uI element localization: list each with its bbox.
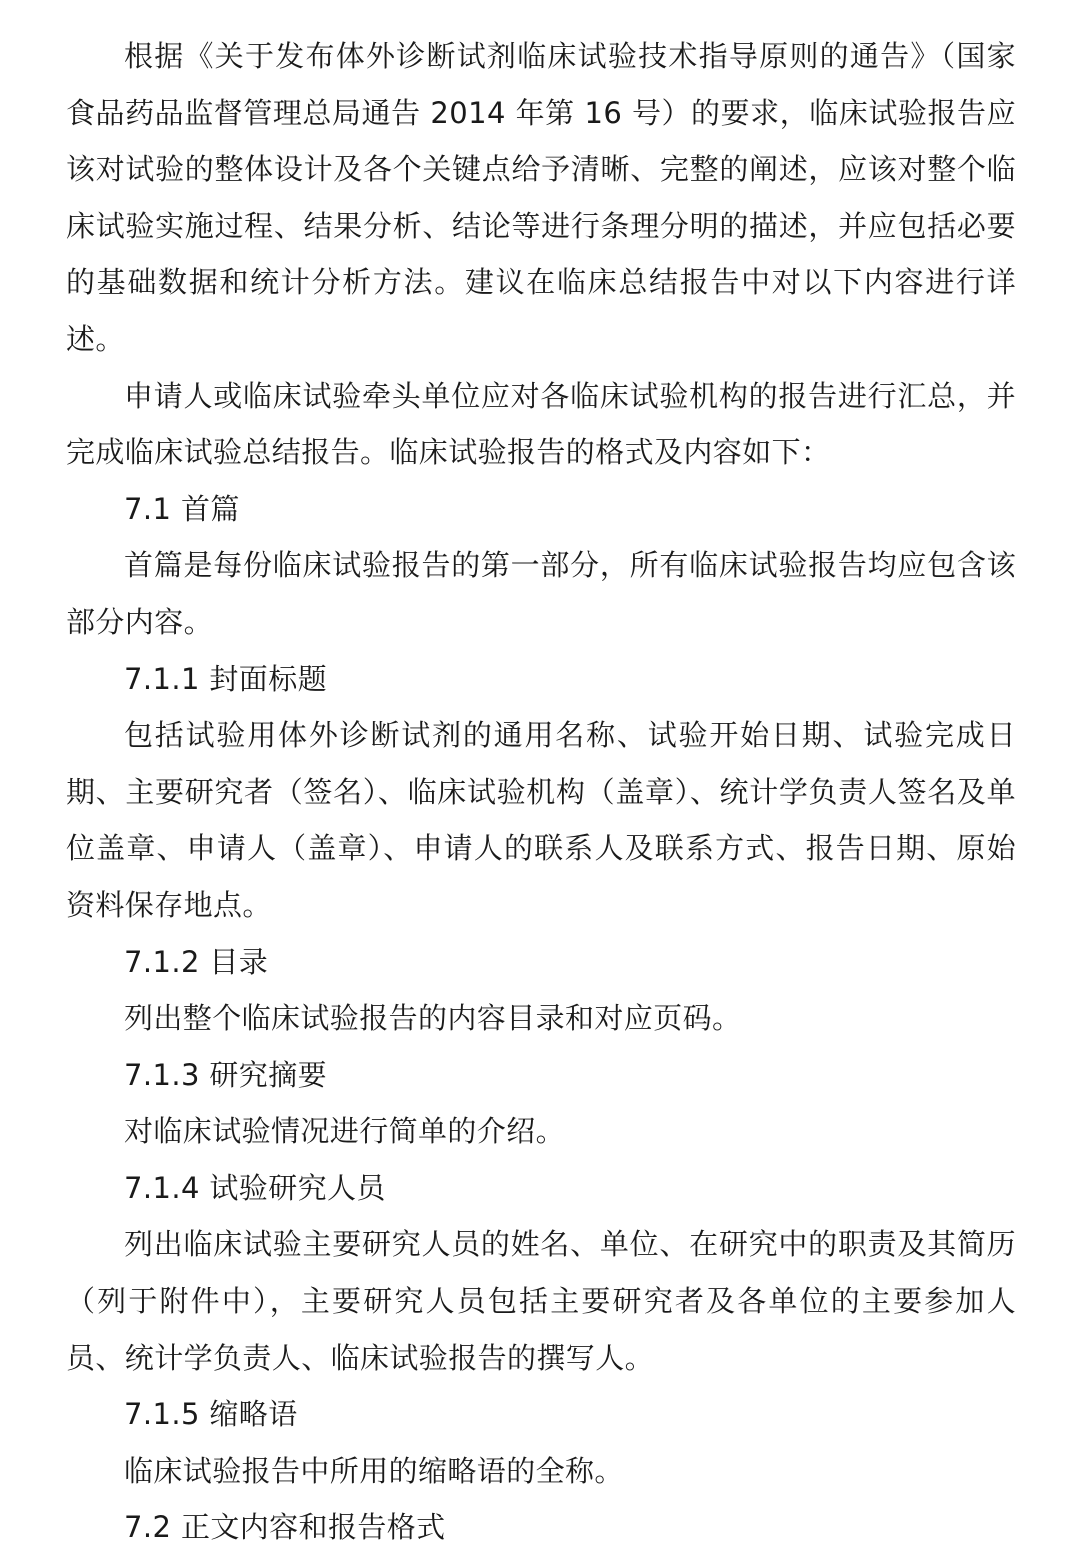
heading-7-1-4: 7.1.4 试验研究人员 <box>124 1170 386 1205</box>
heading-7-1-1: 7.1.1 封面标题 <box>124 661 328 696</box>
heading-7-1-2: 7.1.2 目录 <box>124 944 269 979</box>
paragraph-intro: 根据《关于发布体外诊断试剂临床试验技术指导原则的通告》（国家食品药品监督管理总局通告 2014 年第 16 号）的要求，临床试验报告应该对试验的整体设计及各个关键点给予清晰、完整的阐述，应该对整个临床试验实施过程、结果分析、结论等进行条理分明的描述，并应包括必要的基础数据和统计分析方法。建议在临床总结报告中对以下内容进行详述。 <box>66 39 1016 356</box>
heading-7-1: 7.1 首篇 <box>124 491 240 526</box>
heading-7-2: 7.2 正文内容和报告格式 <box>124 1510 446 1545</box>
paragraph-7-1-5: 临床试验报告中所用的缩略语的全称。 <box>124 1453 624 1488</box>
paragraph-7-1-1: 包括试验用体外诊断试剂的通用名称、试验开始日期、试验完成日期、主要研究者（签名）、临床试验机构（盖章）、统计学负责人签名及单位盖章、申请人（盖章）、申请人的联系人及联系方式、报告日期、原始资料保存地点。 <box>66 718 1016 922</box>
document-page <box>66 28 1016 1556</box>
heading-7-1-3: 7.1.3 研究摘要 <box>124 1057 328 1092</box>
paragraph-summary-requirement: 申请人或临床试验牵头单位应对各临床试验机构的报告进行汇总，并完成临床试验总结报告。临床试验报告的格式及内容如下： <box>66 378 1016 470</box>
paragraph-7-1-2: 列出整个临床试验报告的内容目录和对应页码。 <box>124 1001 742 1036</box>
paragraph-7-1: 首篇是每份临床试验报告的第一部分，所有临床试验报告均应包含该部分内容。 <box>66 548 1016 639</box>
paragraph-7-1-3: 对临床试验情况进行简单的介绍。 <box>124 1114 566 1149</box>
paragraph-7-1-4: 列出临床试验主要研究人员的姓名、单位、在研究中的职责及其简历（列于附件中），主要研究人员包括主要研究者及各单位的主要参加人员、统计学负责人、临床试验报告的撰写人。 <box>66 1227 1016 1375</box>
heading-7-1-5: 7.1.5 缩略语 <box>124 1397 298 1432</box>
